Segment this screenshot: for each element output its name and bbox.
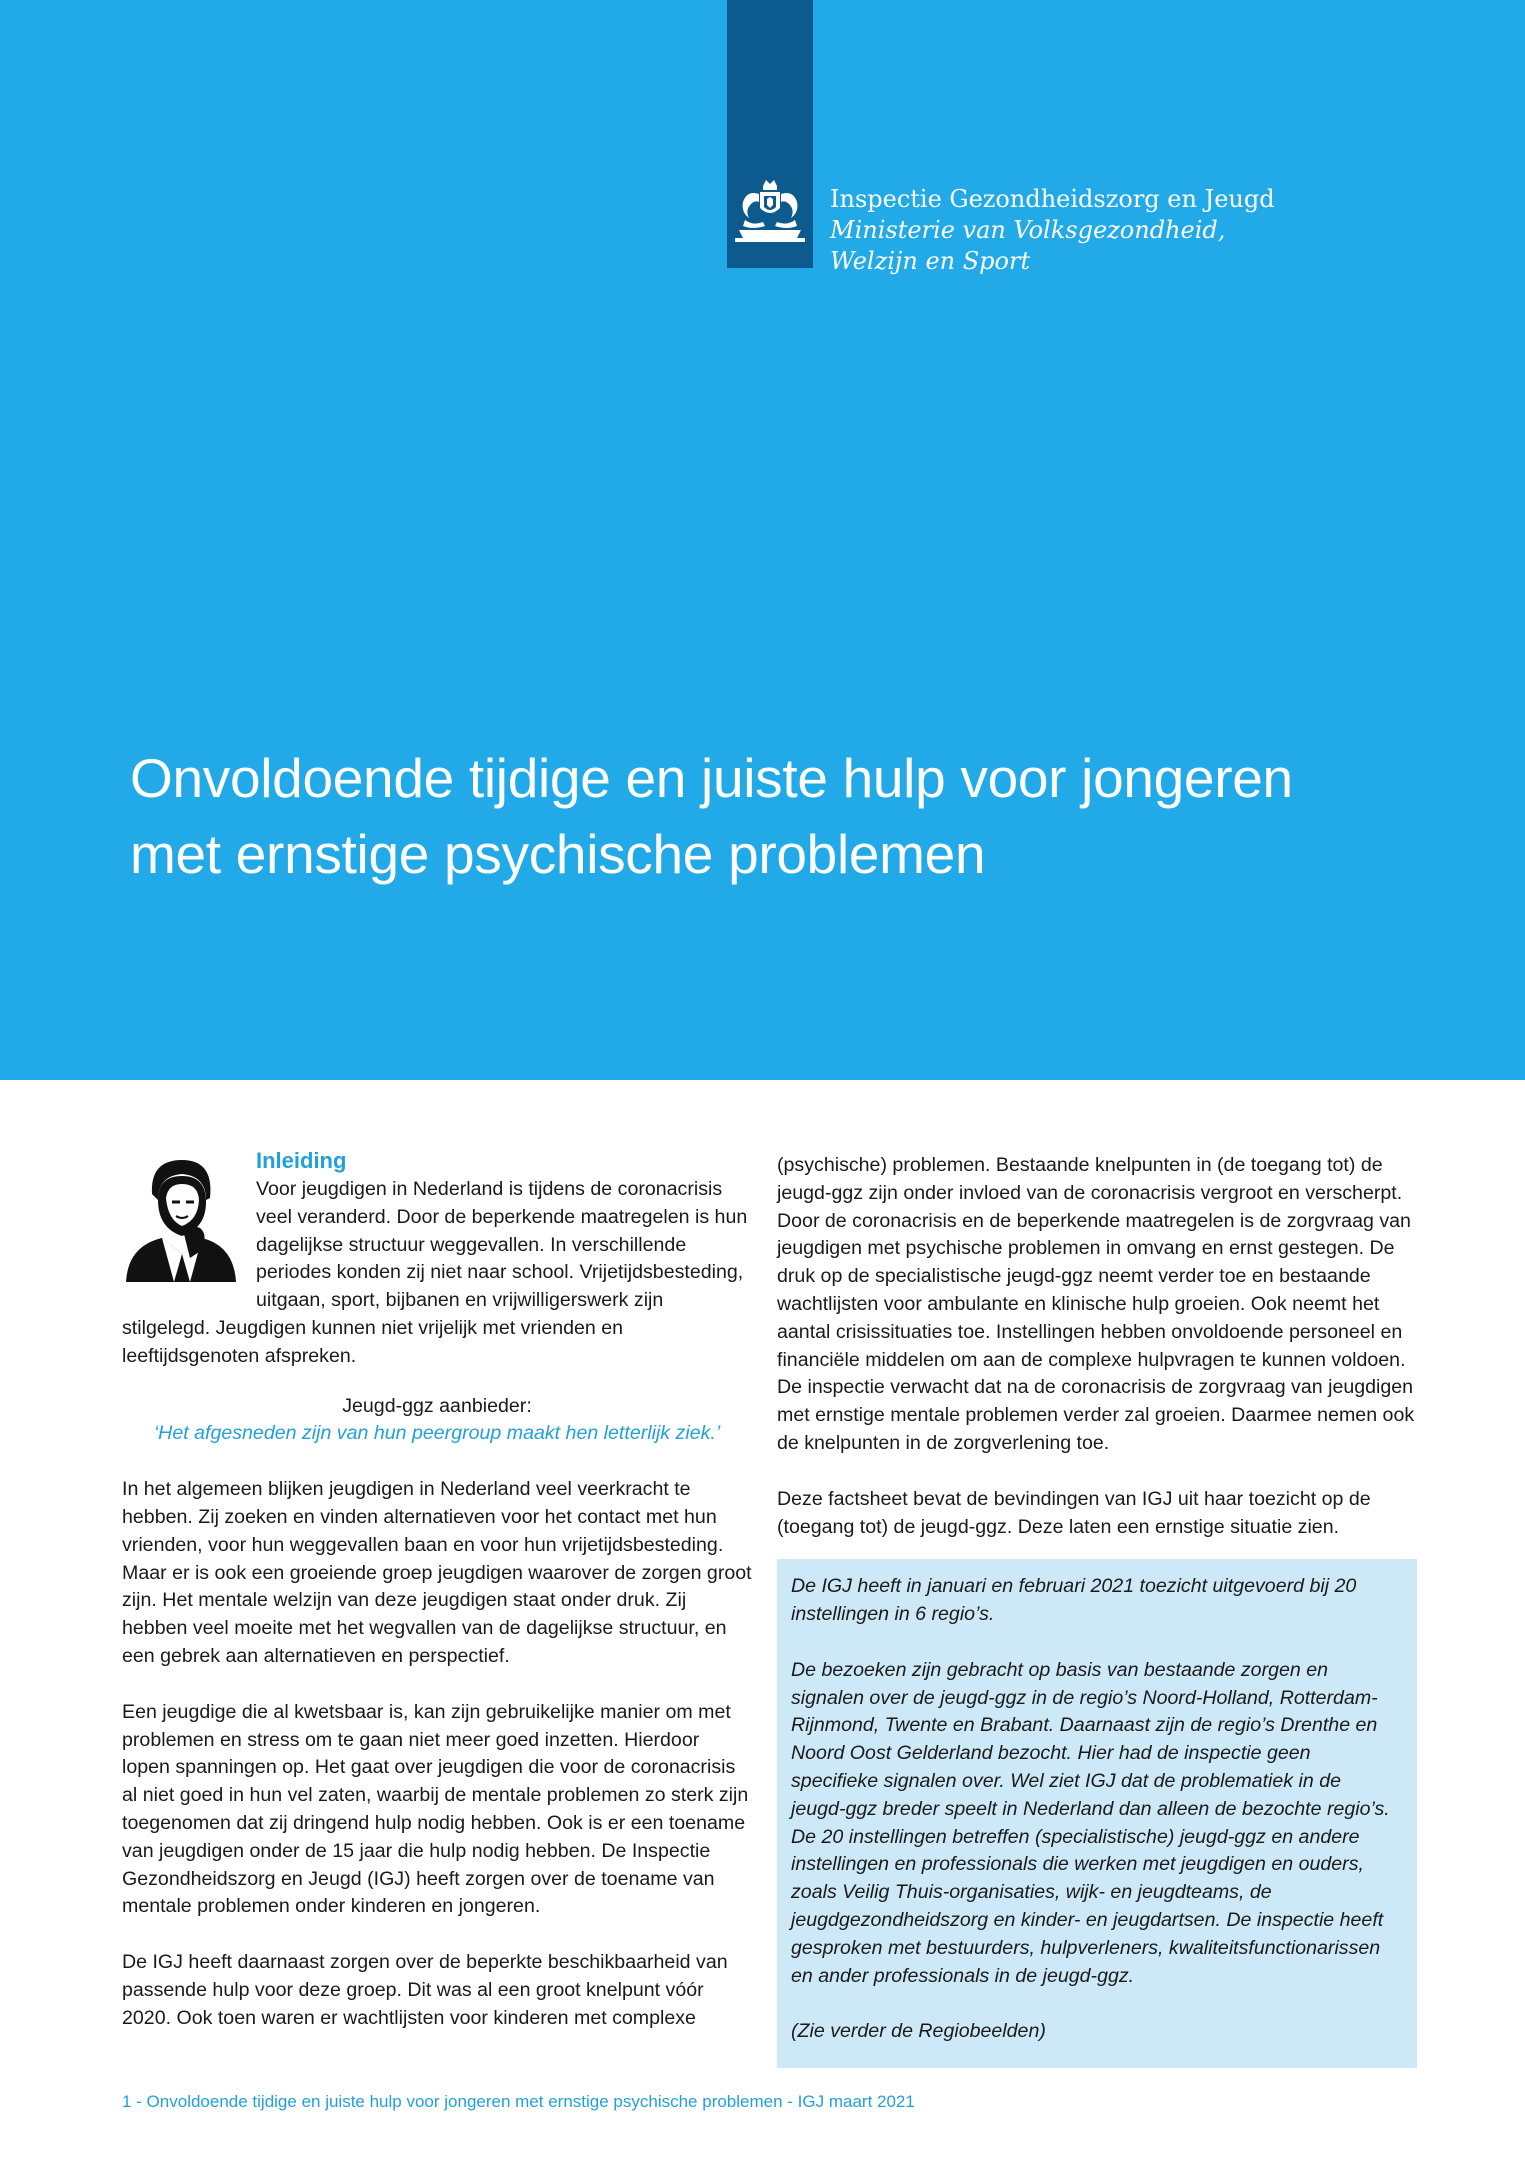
body-paragraph: In het algemeen blijken jeugdigen in Nederland veel veerkracht te hebben. Zij zoeken en vinden alternatieven voor het contact met hun vrienden, voor hun weggevallen baan en voor hun vrijetijdsbesteding. Maar er is ook een groeiende groep jeugdigen waarover de zorgen groot zijn. Het mentale welzijn van deze jeugdigen staat onder druk. Zij hebben veel moeite met het wegvallen van de dagelijkse structuur, en een gebrek aan alternatieven en perspectief. [122, 1478, 752, 1667]
pull-quote: ‘Het afgesneden zijn van hun peergroup maakt hen letterlijk ziek.’ [153, 1422, 721, 1445]
page-footer: 1 - Onvoldoende tijdige en juiste hulp voor jongeren met ernstige psychische problemen - IGJ maart 2021 [122, 2092, 915, 2111]
info-box [777, 1559, 1417, 2068]
title-line-2: met ernstige psychische problemen [130, 823, 986, 885]
body-paragraph: Een jeugdige die al kwetsbaar is, kan zijn gebruikelijke manier om met problemen en stress om te gaan niet meer goed inzetten. Hierdoor lopen spanningen op. Het gaat over jeugdigen die voor de coronacrisis al niet goed in hun vel zaten, waarbij de mentale problemen zo sterk zijn toegenomen dat zij dringend hulp nodig hebben. Ook is er een toename van jeugdigen onder de 15 jaar die hulp nodig hebben. De Inspectie Gezondheidszorg en Jeugd (IGJ) heeft zorgen over de toename van mentale problemen onder kinderen en jongeren. [122, 1700, 749, 1918]
body-paragraph: (psychische) problemen. Bestaande knelpunten in (de toegang tot) de jeugd-ggz zijn onder invloed van de coronacrisis vergroot en verscherpt. Door de coronacrisis en de beperkende maatregelen is de zorgvraag van jeugdigen met psychische problemen in omvang en ernst gestegen. De druk op de specialistische jeugd-ggz neemt verder toe en bestaande wachtlijsten voor ambulante en klinische hulp groeien. Ook neemt het aantal crisissituaties toe. Instellingen hebben onvoldoende personeel en financiële middelen om aan de complexe hulpvragen te kunnen voldoen. De inspectie verwacht dat na de coronacrisis de zorgvraag van jeugdigen met ernstige mentale problemen verder zal groeien. Daarmee nemen ook de knelpunten in de zorgverlening toe. [777, 1154, 1415, 1454]
info-box-text: (Zie verder de Regiobeelden) [791, 2020, 1046, 2043]
left-column [122, 1146, 752, 2033]
page-title [130, 740, 1430, 892]
body-paragraph: Deze factsheet bevat de bevindingen van IGJ uit haar toezicht op de (toegang tot) de jeugd-ggz. Deze laten een ernstige situatie zien. [777, 1487, 1371, 1538]
body-paragraph: De IGJ heeft daarnaast zorgen over de beperkte beschikbaarheid van passende hulp voor deze groep. Dit was al een groot knelpunt vóór 2020. Ook toen waren er wachtlijsten voor kinderen met complexe [122, 1951, 728, 2029]
royal-coat-of-arms-icon [733, 180, 807, 246]
quote-source: Jeugd-ggz aanbieder: [342, 1394, 532, 1417]
org-line-3: Welzijn en Sport [830, 247, 1031, 275]
info-box-text: De 20 instellingen betreffen (specialistische) jeugd-ggz en andere instellingen en professionals die werken met jeugdigen en ouders, zoals Veilig Thuis-organisaties, wijk- en jeugdteams, de jeugdgezondheidszorg en kinder- en jeugdartsen. De inspectie heeft gesproken met bestuurders, hulpverleners, kwaliteitsfunctionarissen en ander professionals in de jeugd-ggz. [791, 1825, 1384, 1987]
info-box-text: De IGJ heeft in januari en februari 2021 toezicht uitgevoerd bij 20 instellingen in 6 regio’s. [791, 1575, 1357, 1626]
right-column [777, 1152, 1417, 2068]
logo-bar [727, 0, 813, 268]
intro-paragraph: Voor jeugdigen in Nederland is tijdens de coronacrisis veel veranderd. Door de beperkende maatregelen is hun dagelijkse structuur weggevallen. In verschillende periodes konden zij niet naar school. Vrijetijdsbesteding, uitgaan, sport, bijbanen en vrijwilligerswerk zijn stilgelegd. Jeugdigen kunnen niet vrijelijk met vrienden en leeftijdsgenoten afspreken. [122, 1178, 748, 1367]
organisation-name [830, 184, 1275, 277]
org-line-1: Inspectie Gezondheidszorg en Jeugd [830, 185, 1275, 213]
person-thinking-icon [122, 1154, 240, 1284]
org-line-2: Ministerie van Volksgezondheid, [830, 216, 1226, 244]
info-box-text: De bezoeken zijn gebracht op basis van bestaande zorgen en signalen over de jeugd-ggz in de regio’s Noord-Holland, Rotterdam-Rijnmond, Twente en Brabant. Daarnaast zijn de regio’s Drenthe en Noord Oost Gelderland bezocht. Hier had de inspectie geen specifieke signalen over. Wel ziet IGJ dat de problematiek in de jeugd-ggz breder speelt in Nederland dan alleen de bezochte regio’s. [791, 1658, 1390, 1820]
section-heading: Inleiding [256, 1148, 347, 1173]
title-line-1: Onvoldoende tijdige en juiste hulp voor jongeren [130, 747, 1293, 809]
